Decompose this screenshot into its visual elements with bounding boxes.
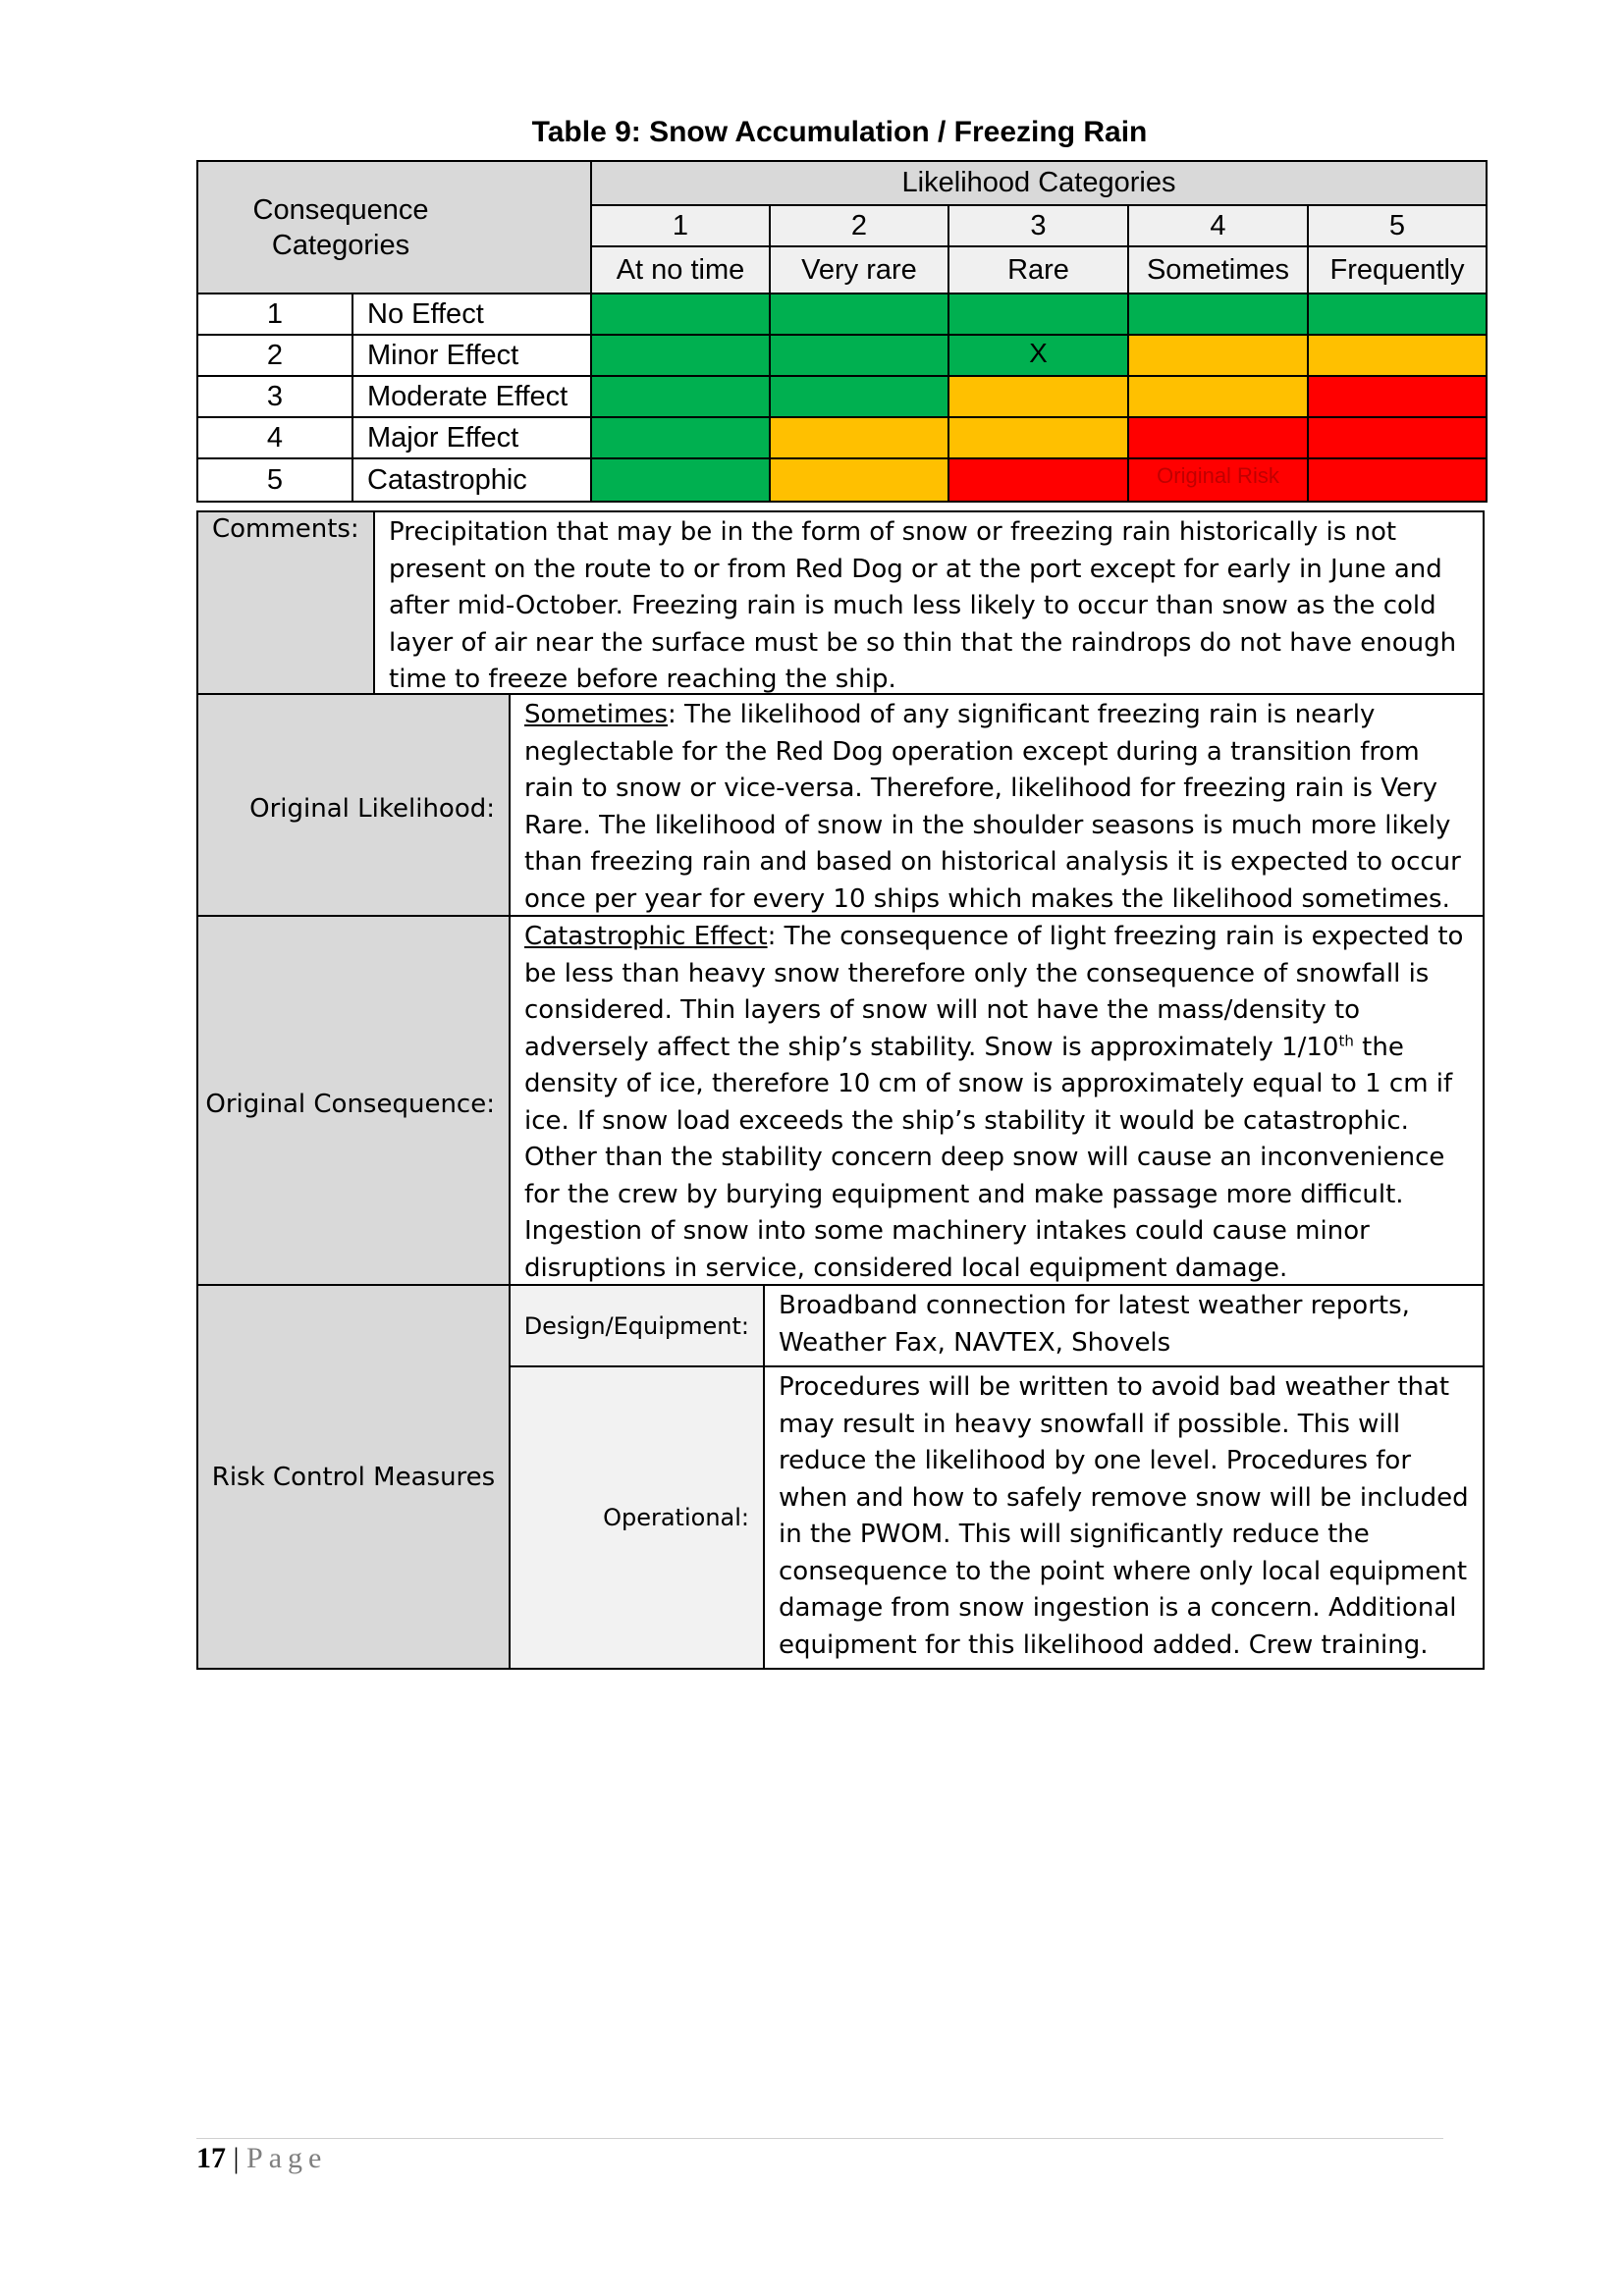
original-likelihood-text — [510, 694, 1484, 923]
original-consequence-text — [510, 916, 1484, 1292]
comments-label: Comments: — [197, 511, 374, 704]
risk-cell — [948, 458, 1128, 502]
page-word: Page — [246, 2142, 328, 2174]
matrix-row — [197, 458, 1487, 502]
table-caption: Table 9: Snow Accumulation / Freezing Rain — [531, 116, 1148, 148]
consequence-categories-header: Consequence Categories — [197, 161, 591, 294]
consequence-num: 3 — [197, 376, 352, 417]
consequence-num: 1 — [197, 294, 352, 335]
likelihood-body: : The likelihood of any significant freezing rain is nearly neglectable for the Red Dog operation except during a transition from rain to snow or vice-versa. Therefore, likelihood for freezing rain is Very Rare. The likelihood of snow in the shoulder seasons is much more likely than freezing rain and based on historical analysis it is expected to occur once per year for every 10 ships which makes the likelihood sometimes. — [524, 700, 1461, 914]
original-consequence-label: Original Consequence: — [197, 916, 510, 1292]
likelihood-num: 1 — [591, 205, 770, 246]
risk-control-label: Risk Control Measures — [197, 1285, 510, 1669]
consequence-lead: Catastrophic Effect — [524, 922, 768, 951]
risk-cell — [770, 417, 948, 458]
design-equipment-text: Broadband connection for latest weather reports, Weather Fax, NAVTEX, Shovels — [764, 1285, 1484, 1366]
consequence-num: 4 — [197, 417, 352, 458]
risk-cell — [770, 376, 948, 417]
operational-label: Operational: — [510, 1366, 764, 1669]
consequence-sup: th — [1338, 1031, 1354, 1049]
risk-cell — [1308, 294, 1487, 335]
likelihood-num: 5 — [1308, 205, 1487, 246]
comments-table — [196, 510, 1485, 705]
risk-cell — [1128, 294, 1308, 335]
original-likelihood-label: Original Likelihood: — [197, 694, 510, 923]
operational-text: Procedures will be written to avoid bad weather that may result in heavy snowfall if possible. This will reduce the likelihood by one level. Procedures for when and how to safely remove snow will be included in the PWOM. This will significantly reduce the consequence to the point where only local equipment damage from snow ingestion is a concern. Additional equipment for this likelihood added. Crew training. — [764, 1366, 1484, 1669]
footer-separator: | — [226, 2142, 247, 2174]
risk-matrix — [196, 160, 1488, 503]
risk-cell — [948, 335, 1128, 376]
consequence-label: No Effect — [352, 294, 591, 335]
original-risk-label: Original Risk — [1157, 463, 1279, 488]
consequence-body-b: the density of ice, therefore 10 cm of snow is approximately equal to 1 cm if ice. If snow load exceeds the ship’s stability it would be catastrophic. Other than the stability concern deep snow will cause an inconvenience for the crew by burying equipment and make passage more difficult. Ingestion of snow into some machinery intakes could cause minor disruptions in service, considered local equipment damage. — [524, 1032, 1453, 1283]
likelihood-num: 3 — [948, 205, 1128, 246]
matrix-row — [197, 335, 1487, 376]
likelihood-lead: Sometimes — [524, 700, 669, 729]
design-equipment-label: Design/Equipment: — [510, 1285, 764, 1366]
risk-cell — [770, 458, 948, 502]
likelihood-num: 2 — [770, 205, 948, 246]
risk-cell — [948, 417, 1128, 458]
likelihood-categories-header: Likelihood Categories — [591, 161, 1487, 205]
risk-cell — [948, 376, 1128, 417]
matrix-row — [197, 376, 1487, 417]
risk-cell — [948, 294, 1128, 335]
original-consequence-table — [196, 915, 1485, 1293]
consequence-body-a: : The consequence of light freezing rain is expected to be less than heavy snow therefore only the consequence of snowfall is considered. Thin layers of snow will not have the mass/density to adversely affect the ship’s stability. Snow is approximately 1/10 — [524, 922, 1464, 1062]
risk-cell — [770, 335, 948, 376]
likelihood-label: Very rare — [770, 246, 948, 294]
risk-cell — [591, 294, 770, 335]
mitigated-risk-mark: X — [1029, 338, 1048, 368]
matrix-row — [197, 294, 1487, 335]
risk-cell — [1308, 376, 1487, 417]
matrix-row — [197, 417, 1487, 458]
likelihood-label: Rare — [948, 246, 1128, 294]
footer-divider — [196, 2138, 1443, 2139]
risk-cell — [1128, 335, 1308, 376]
risk-cell — [591, 458, 770, 502]
page-footer — [196, 2142, 327, 2175]
consequence-num: 5 — [197, 458, 352, 502]
original-likelihood-table — [196, 693, 1485, 924]
risk-cell — [770, 294, 948, 335]
risk-cell — [1128, 458, 1308, 502]
page-number: 17 — [196, 2142, 226, 2174]
risk-cell — [591, 376, 770, 417]
consequence-label: Minor Effect — [352, 335, 591, 376]
consequence-label: Catastrophic — [352, 458, 591, 502]
likelihood-num: 4 — [1128, 205, 1308, 246]
likelihood-label: At no time — [591, 246, 770, 294]
risk-cell — [1308, 335, 1487, 376]
risk-cell — [591, 417, 770, 458]
risk-cell — [591, 335, 770, 376]
consequence-label: Moderate Effect — [352, 376, 591, 417]
risk-cell — [1308, 458, 1487, 502]
comments-text: Precipitation that may be in the form of snow or freezing rain historically is not present on the route to or from Red Dog or at the port except for early in June and after mid-October. Freezing rain is much less likely to occur than snow as the cold layer of air near the surface must be so thin that the raindrops do not have enough time to freeze before reaching the ship. — [374, 511, 1484, 704]
consequence-num: 2 — [197, 335, 352, 376]
risk-control-table — [196, 1284, 1485, 1670]
risk-cell — [1128, 376, 1308, 417]
consequence-label: Major Effect — [352, 417, 591, 458]
likelihood-label: Frequently — [1308, 246, 1487, 294]
risk-cell — [1128, 417, 1308, 458]
risk-cell — [1308, 417, 1487, 458]
likelihood-label: Sometimes — [1128, 246, 1308, 294]
